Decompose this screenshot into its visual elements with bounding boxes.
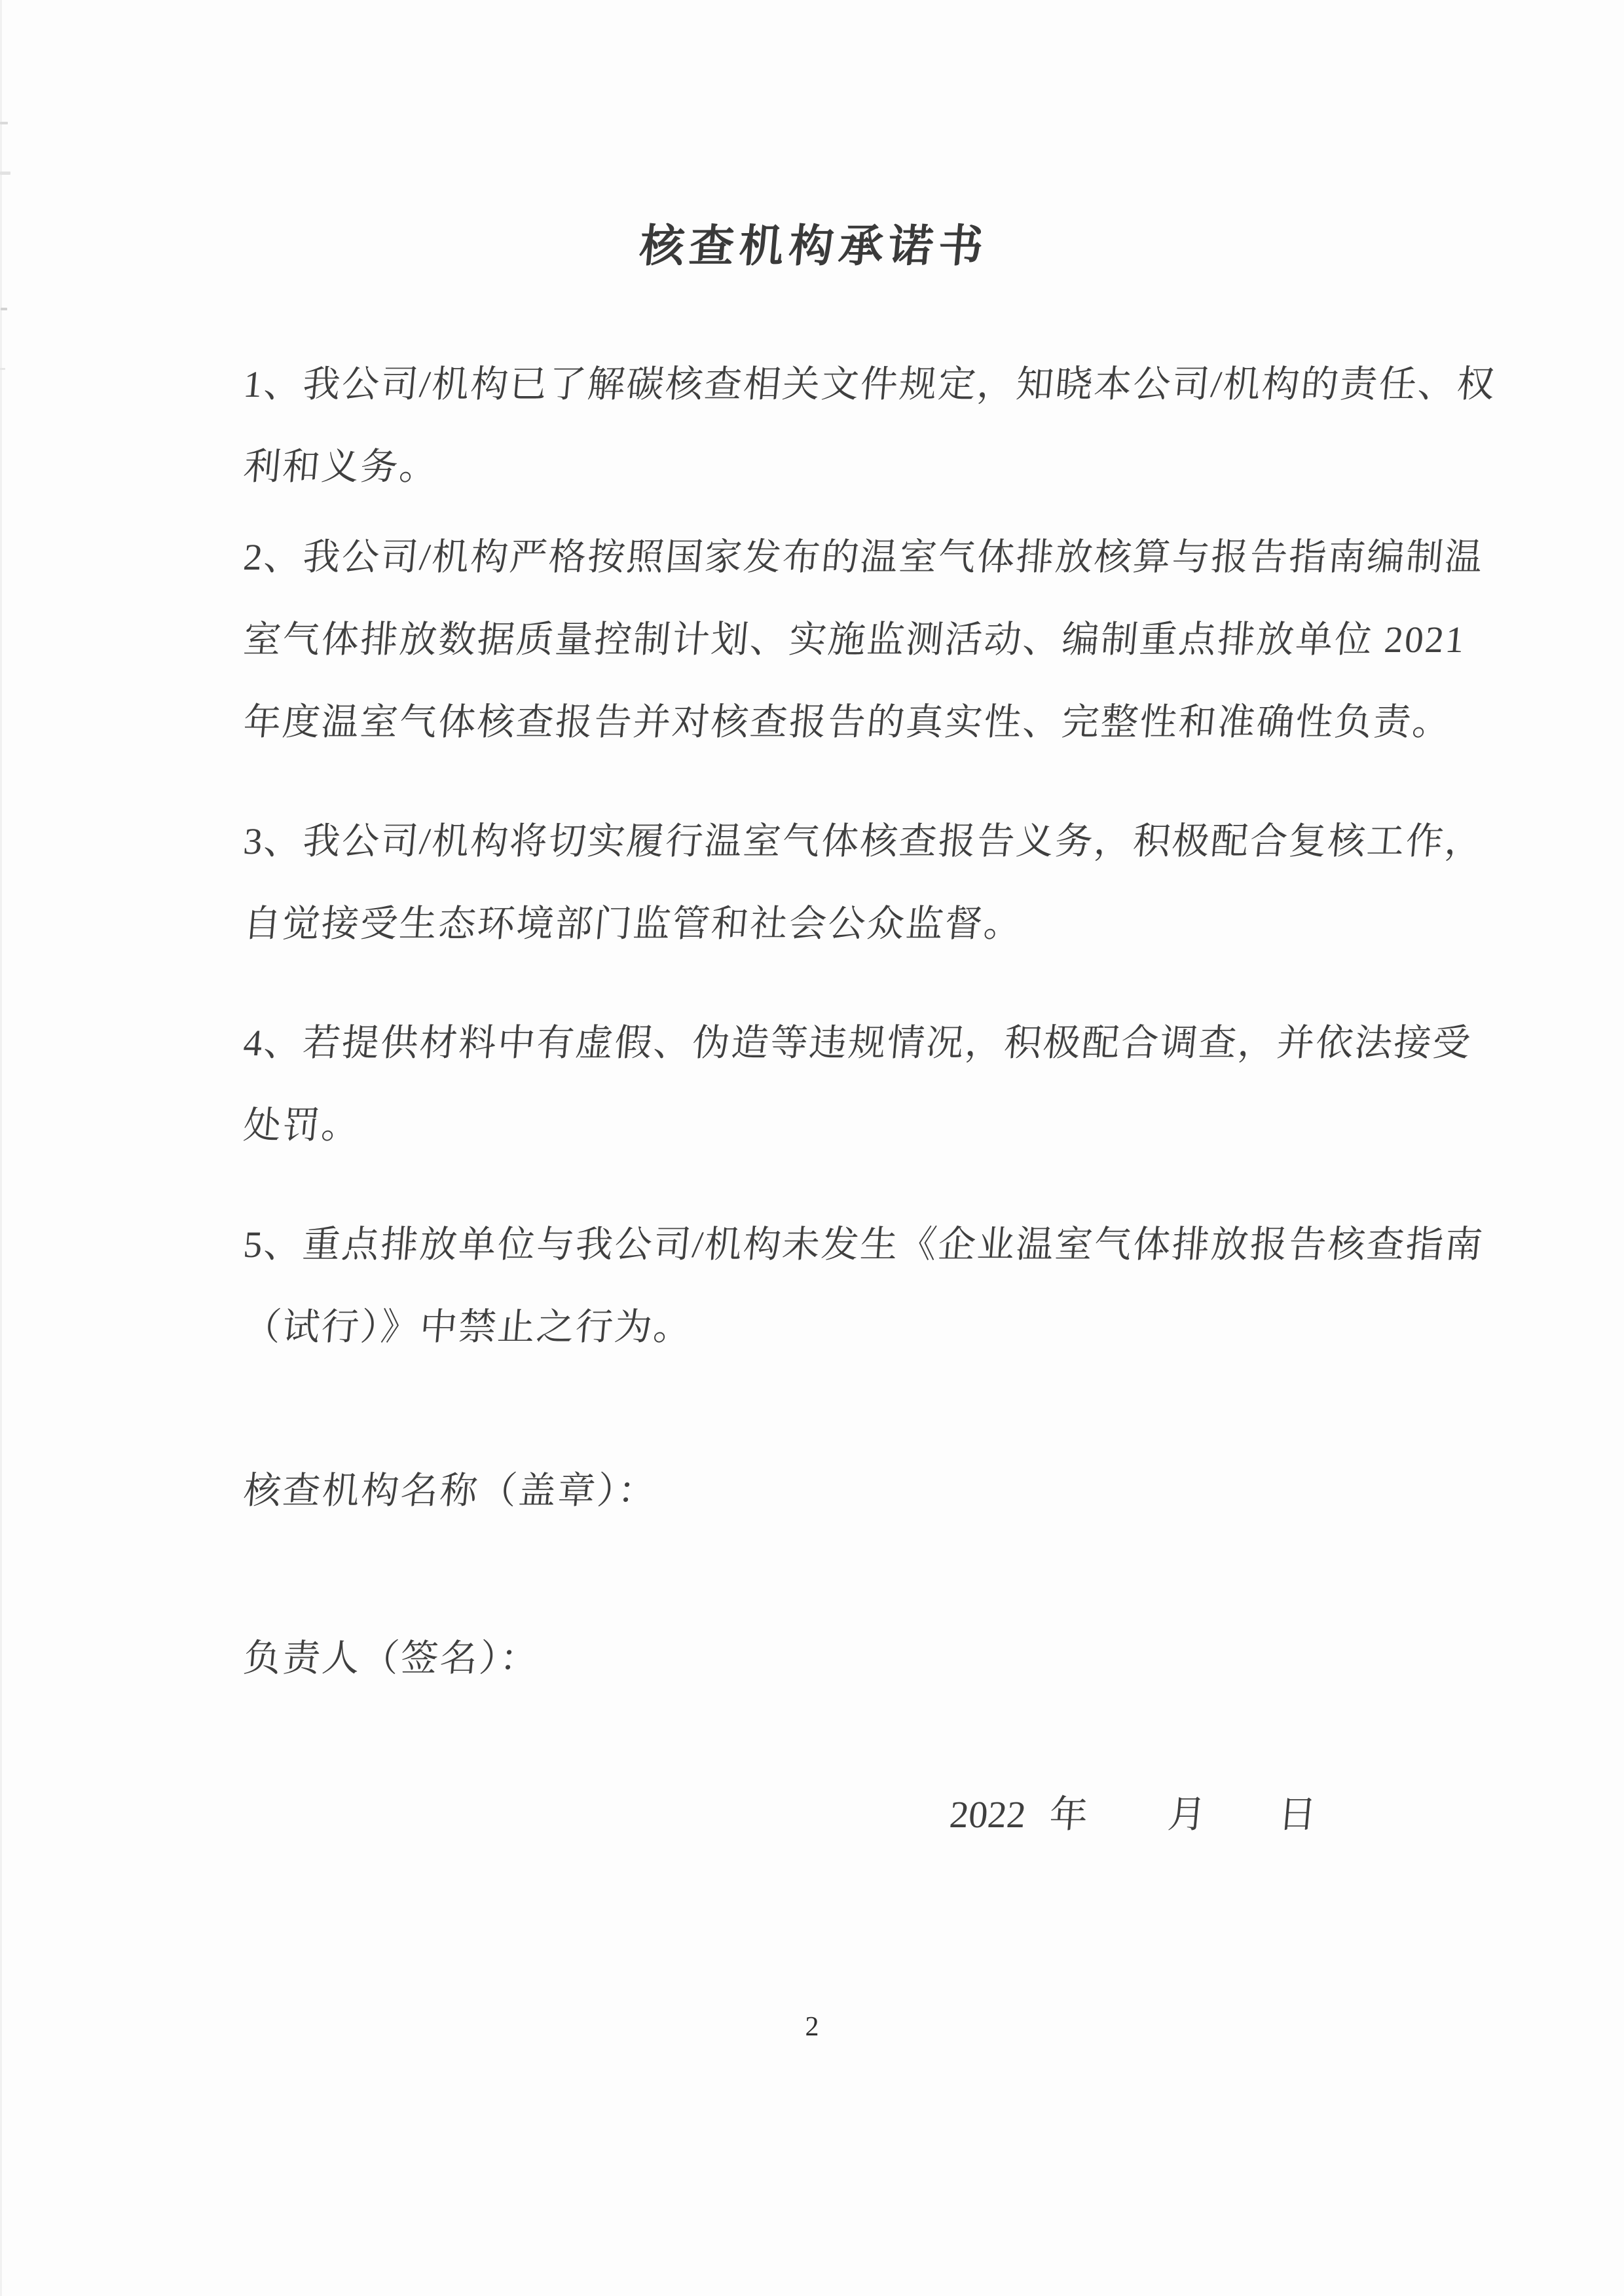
responsible-person-signature-label: 负责人（签名）：	[242, 1638, 542, 1679]
paragraph-2-line-2: 室气体排放数据质量控制计划、实施监测活动、编制重点排放单位 2021	[242, 619, 1468, 661]
scan-edge-strip	[0, 0, 2, 2296]
org-name-stamp-label: 核查机构名称（盖章）：	[242, 1470, 659, 1512]
paragraph-2-line-1: 2、我公司/机构严格按照国家发布的温室气体排放核算与报告指南编制温	[242, 537, 1486, 578]
paragraph-3	[242, 801, 1486, 966]
paragraph-1-line-1: 1、我公司/机构已了解碳核查相关文件规定，知晓本公司/机构的责任、权	[242, 364, 1498, 405]
scan-artifact	[0, 172, 10, 175]
paragraph-3-line-2: 自觉接受生态环境部门监管和社会公众监督。	[242, 903, 1025, 945]
paragraph-3-line-1: 3、我公司/机构将切实履行温室气体核查报告义务，积极配合复核工作，	[242, 821, 1486, 862]
date-month-unit: 月	[1166, 1793, 1208, 1836]
scan-artifact	[1, 308, 7, 310]
date-year: 2022	[948, 1793, 1028, 1836]
date-day-unit: 日	[1276, 1793, 1318, 1836]
paragraph-2-line-3: 年度温室气体核查报告并对核查报告的真实性、完整性和准确性负责。	[242, 702, 1454, 743]
paragraph-5-line-2: （试行）》中禁止之行为。	[242, 1307, 695, 1348]
paragraph-4-line-1: 4、若提供材料中有虚假、伪造等违规情况，积极配合调查，并依法接受	[242, 1023, 1474, 1064]
date-line	[240, 1774, 1388, 1856]
document-body	[242, 344, 1498, 1856]
paragraph-4-line-2: 处罚。	[242, 1105, 363, 1146]
paragraph-5-line-1: 5、重点排放单位与我公司/机构未发生《企业温室气体排放报告核查指南	[242, 1224, 1486, 1266]
paragraph-5	[242, 1204, 1486, 1369]
page-number: 2	[805, 2012, 819, 2042]
scan-artifact	[0, 122, 8, 124]
date-year-unit: 年	[1048, 1793, 1090, 1836]
paragraph-2	[242, 517, 1486, 764]
paragraph-4	[242, 1002, 1474, 1167]
scan-artifact	[0, 368, 5, 370]
paragraph-1-line-2: 利和义务。	[242, 446, 441, 488]
page-title: 核查机构承诺书	[637, 221, 991, 271]
paragraph-1	[242, 344, 1498, 509]
